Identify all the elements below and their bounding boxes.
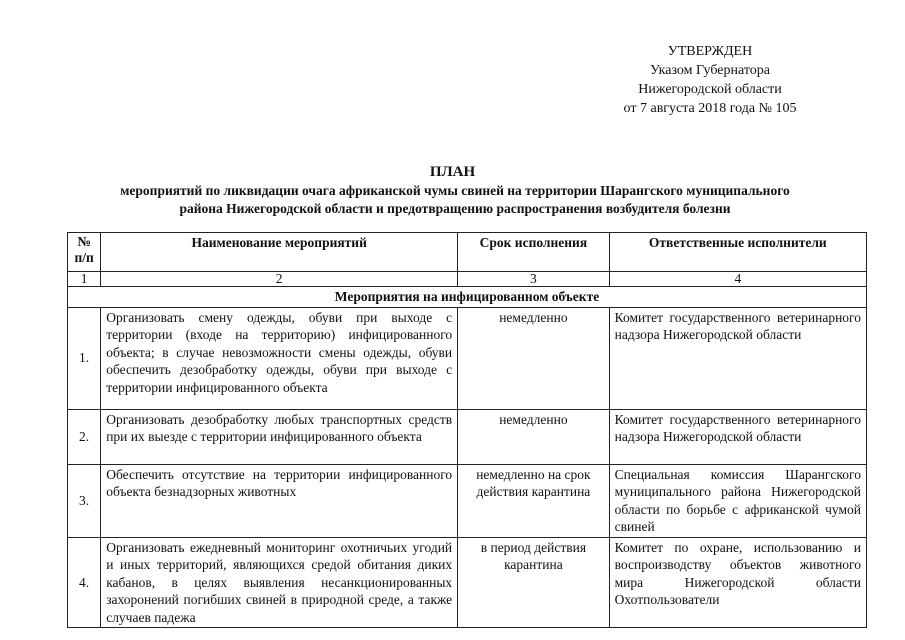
approval-authority: Указом Губернатора	[649, 63, 771, 78]
row-term: немедленно на срок действия карантина	[458, 464, 609, 537]
header-num-abbrev: п/п	[74, 250, 94, 265]
approval-date: от 7 августа 2018 года № 105	[623, 101, 797, 116]
row-responsible: Комитет государственного ветеринарного надзора Нижегородской области	[609, 409, 866, 464]
approval-status: УТВЕРЖДЕН	[667, 44, 753, 59]
document-subtitle	[70, 182, 840, 218]
row-number: 3.	[68, 464, 101, 537]
header-row	[68, 233, 867, 272]
table-row	[68, 464, 867, 537]
header-responsible: Ответственные исполнители	[609, 233, 866, 272]
table-row	[68, 307, 867, 409]
header-name: Наименование мероприятий	[101, 233, 458, 272]
column-number: 4	[609, 272, 866, 287]
row-activity: Организовать ежедневный мониторинг охотничьих угодий и иных территорий, являющихся средой обитания диких кабанов, в целях выявления несанкционированных захоронений погибших свиней в природной среде, а также случаев падежа	[101, 537, 458, 628]
approval-region: Нижегородской области	[638, 82, 782, 97]
column-number: 1	[68, 272, 101, 287]
section-title: Мероприятия на инфицированном объекте	[68, 287, 867, 308]
row-term: немедленно	[458, 409, 609, 464]
header-num-symbol: №	[77, 234, 91, 249]
header-term: Срок исполнения	[458, 233, 609, 272]
plan-table	[67, 232, 867, 628]
row-number: 1.	[68, 307, 101, 409]
table-row	[68, 409, 867, 464]
row-activity: Организовать дезобработку любых транспортных средств при их выезде с территории инфицированного объекта	[101, 409, 458, 464]
row-term: в период действия карантина	[458, 537, 609, 628]
row-activity: Обеспечить отсутствие на территории инфицированного объекта безнадзорных животных	[101, 464, 458, 537]
approval-stamp	[600, 42, 820, 118]
header-num	[68, 233, 101, 272]
subtitle-line-1: мероприятий по ликвидации очага африканской чумы свиней на территории Шарангского муниципального	[120, 183, 790, 198]
row-responsible: Специальная комиссия Шарангского муниципального района Нижегородской области по борьбе с африканской чумой свиней	[609, 464, 866, 537]
section-row	[68, 287, 867, 308]
row-responsible: Комитет по охране, использованию и воспроизводству объектов животного мира Нижегородской области Охотпользователи	[609, 537, 866, 628]
document-title: ПЛАН	[429, 164, 476, 180]
column-number-row	[68, 272, 867, 287]
table-row	[68, 537, 867, 628]
column-number: 2	[101, 272, 458, 287]
subtitle-line-2: района Нижегородской области и предотвращению распространения возбудителя болезни	[179, 201, 731, 216]
row-number: 2.	[68, 409, 101, 464]
row-term: немедленно	[458, 307, 609, 409]
row-activity: Организовать смену одежды, обуви при выходе с территории (входе на территорию) инфицированного объекта; в случае невозможности смены одежды, обуви обеспечить дезобработку одежды, обуви при выходе с территории инфицированного объекта	[101, 307, 458, 409]
column-number: 3	[458, 272, 609, 287]
row-number: 4.	[68, 537, 101, 628]
row-responsible: Комитет государственного ветеринарного надзора Нижегородской области	[609, 307, 866, 409]
